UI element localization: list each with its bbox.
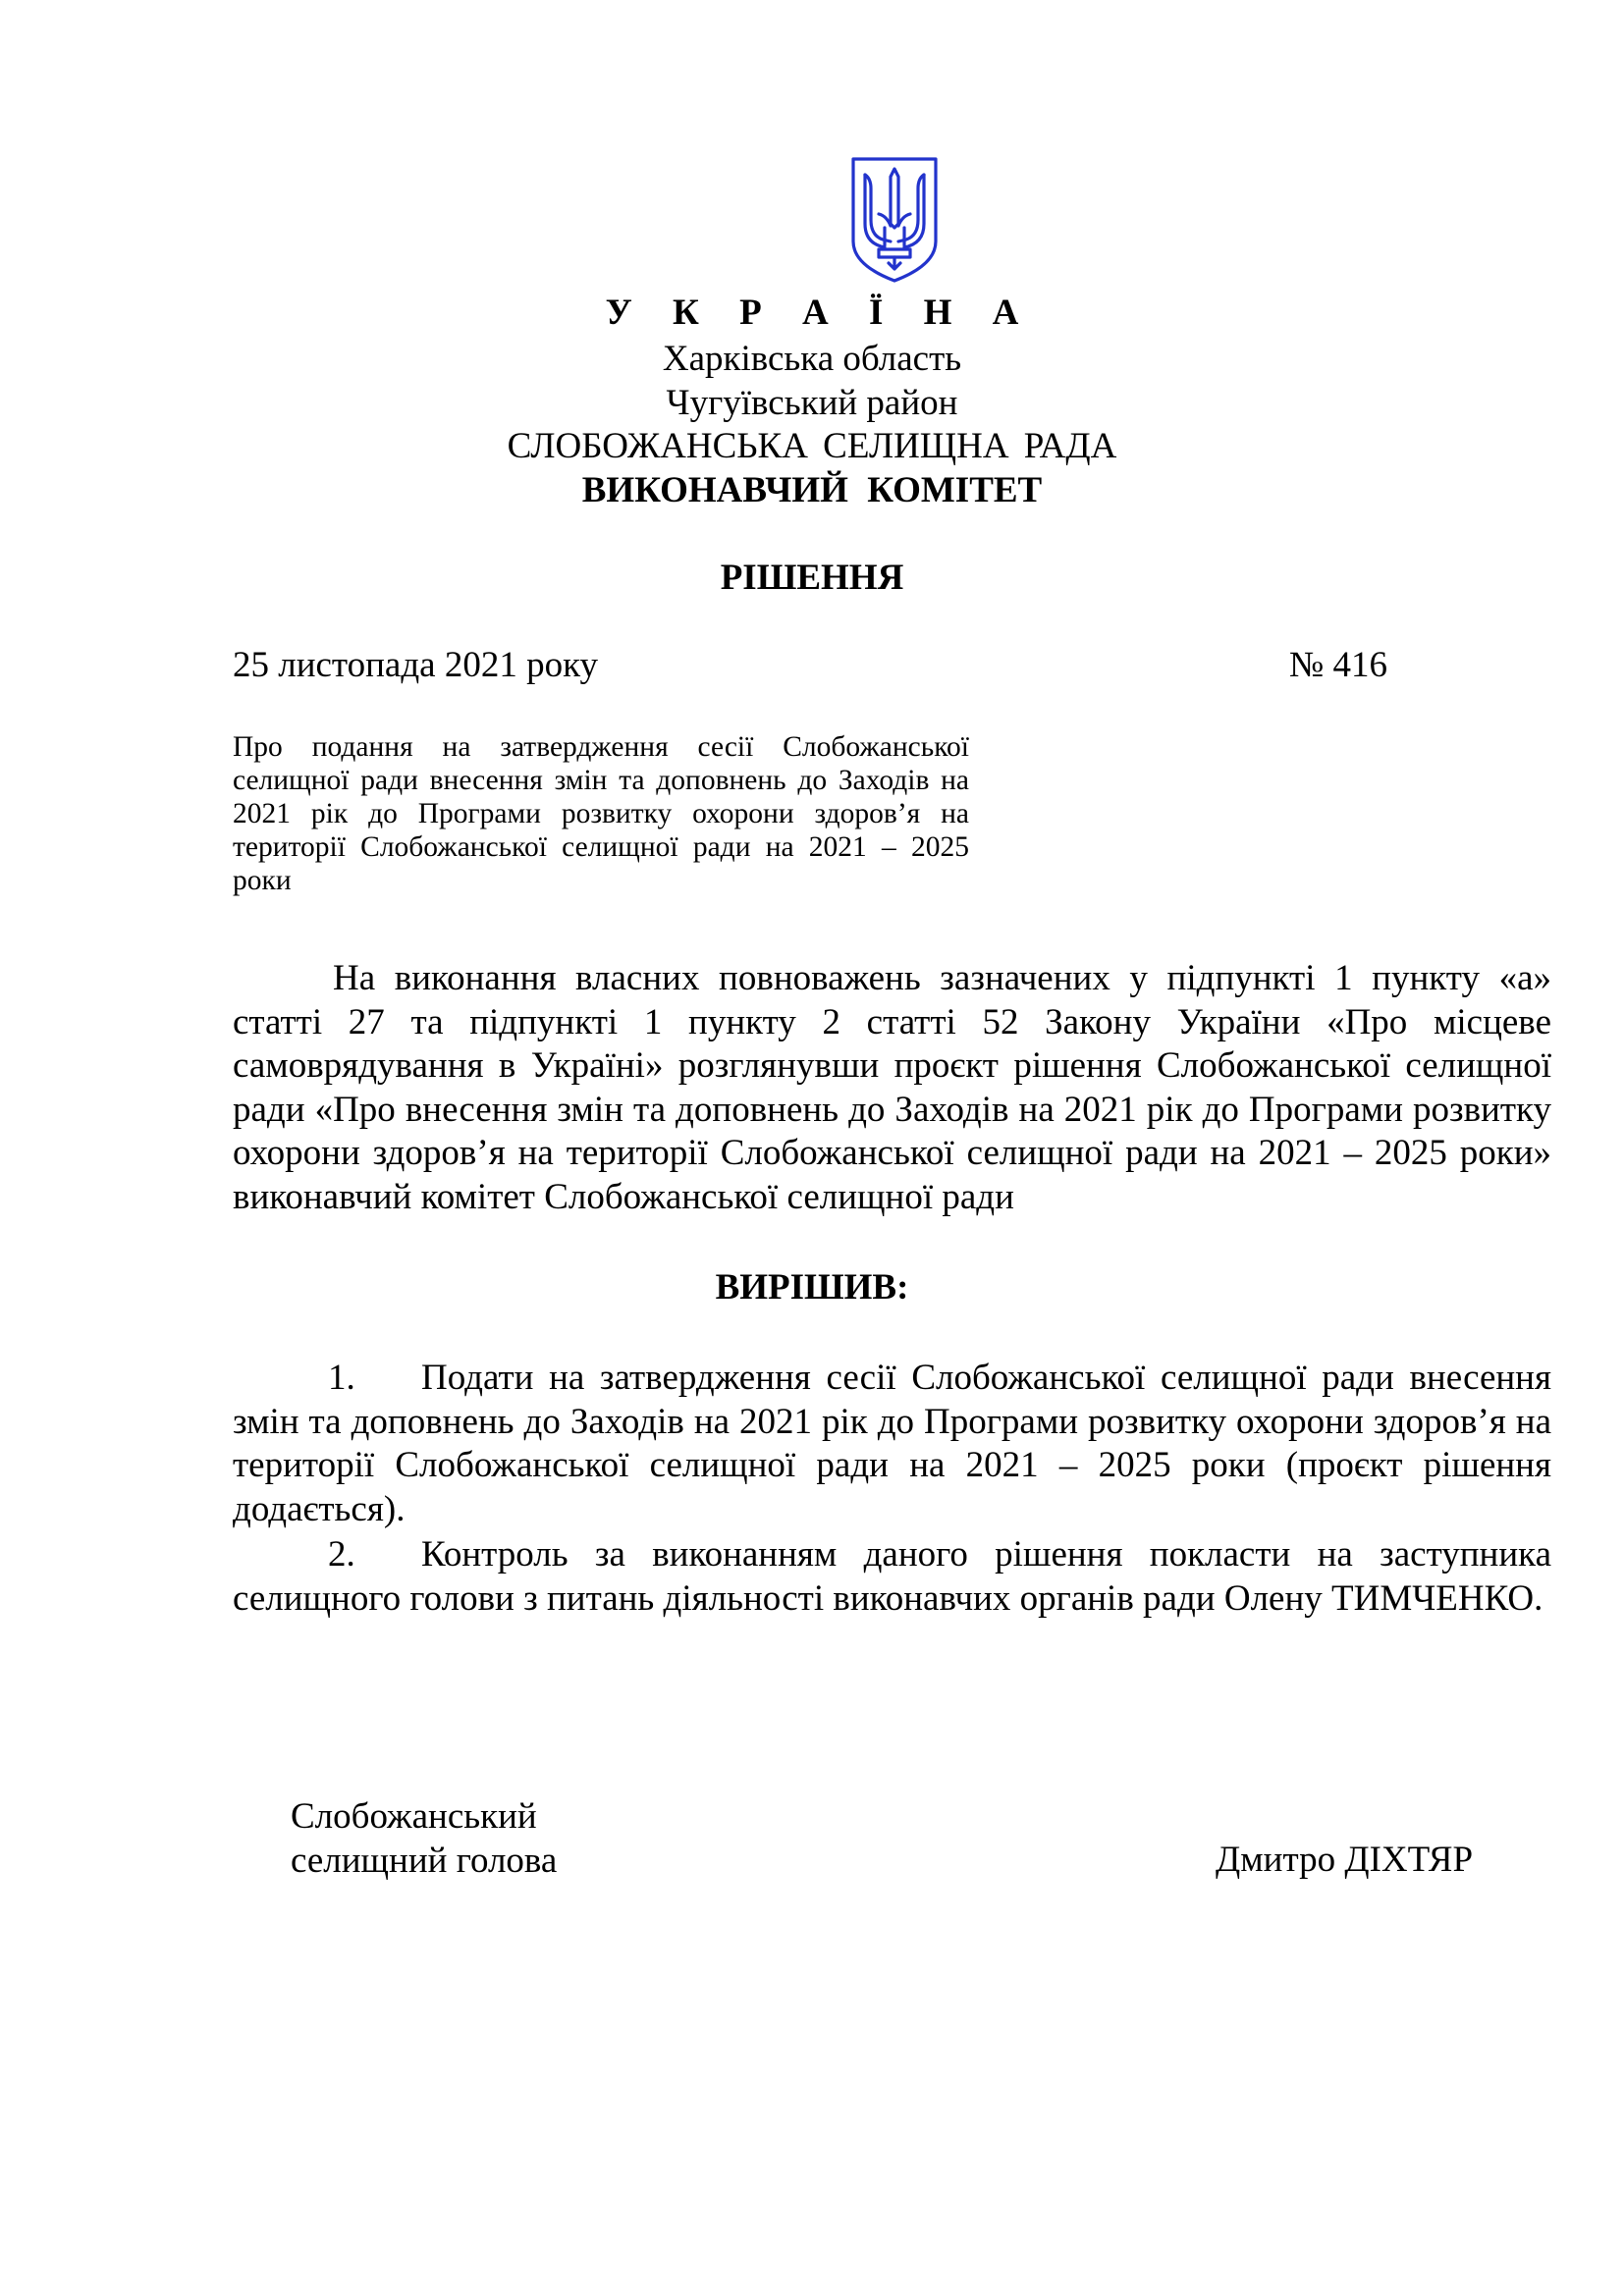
decision-item-1	[233, 1357, 1551, 1531]
signatory-title-line-1: Слобожанський	[291, 1796, 537, 1837]
decision-item-2	[233, 1533, 1551, 1621]
document-subject: Про подання на затвердження сесії Слобожанської селищної ради внесення змін та доповнень до Заходів на 2021 рік до Програми розвитку охорони здоров’я на території Слобожанської селищної ради на 2021 – 2025 роки	[233, 731, 969, 896]
preamble-paragraph: На виконання власних повноважень зазначених у підпункті 1 пункту «а» статті 27 та підпункті 1 пункту 2 статті 52 Закону України «Про місцеве самоврядування в Україні» розглянувши проєкт рішення Слобожанської селищної ради «Про внесення змін та доповнень до Заходів на 2021 рік до Програми розвитку охорони здоров’я на території Слобожанської селищної ради на 2021 – 2025 роки» виконавчий комітет Слобожанської селищної ради	[233, 958, 1551, 1217]
country-name: У К Р А Ї Н А	[605, 293, 1035, 333]
decision-item-text: Контроль за виконанням даного рішення покласти на заступника селищного голови з питань діяльності виконавчих органів ради Олену ТИМЧЕНКО.	[233, 1534, 1551, 1619]
district-name: Чугуївський район	[666, 383, 958, 423]
signatory-title	[291, 1794, 557, 1883]
signatory-title-line-2: селищний голова	[291, 1841, 558, 1881]
document-number: № 416	[1289, 645, 1388, 685]
council-name: СЛОБОЖАНСЬКА СЕЛИЩНА РАДА	[507, 426, 1117, 466]
decision-item-text: Подати на затвердження сесії Слобожанської селищної ради внесення змін та доповнень до Заходів на 2021 рік до Програми розвитку охорони здоров’я на території Слобожанської селищної ради на 2021 – 2025 роки (проєкт рішення додається).	[233, 1358, 1551, 1529]
decision-item-number: 2.	[328, 1534, 355, 1575]
decided-heading: ВИРІШИВ:	[715, 1267, 909, 1308]
region-name: Харківська область	[662, 339, 962, 379]
document-type-title: РІШЕННЯ	[720, 558, 904, 598]
decision-item-number: 1.	[328, 1358, 355, 1398]
committee-name: ВИКОНАВЧИЙ КОМІТЕТ	[581, 470, 1043, 510]
signatory-name: Дмитро ДІХТЯР	[1216, 1840, 1474, 1880]
document-date: 25 листопада 2021 року	[233, 645, 599, 685]
ukraine-trident-emblem-icon	[849, 155, 940, 285]
